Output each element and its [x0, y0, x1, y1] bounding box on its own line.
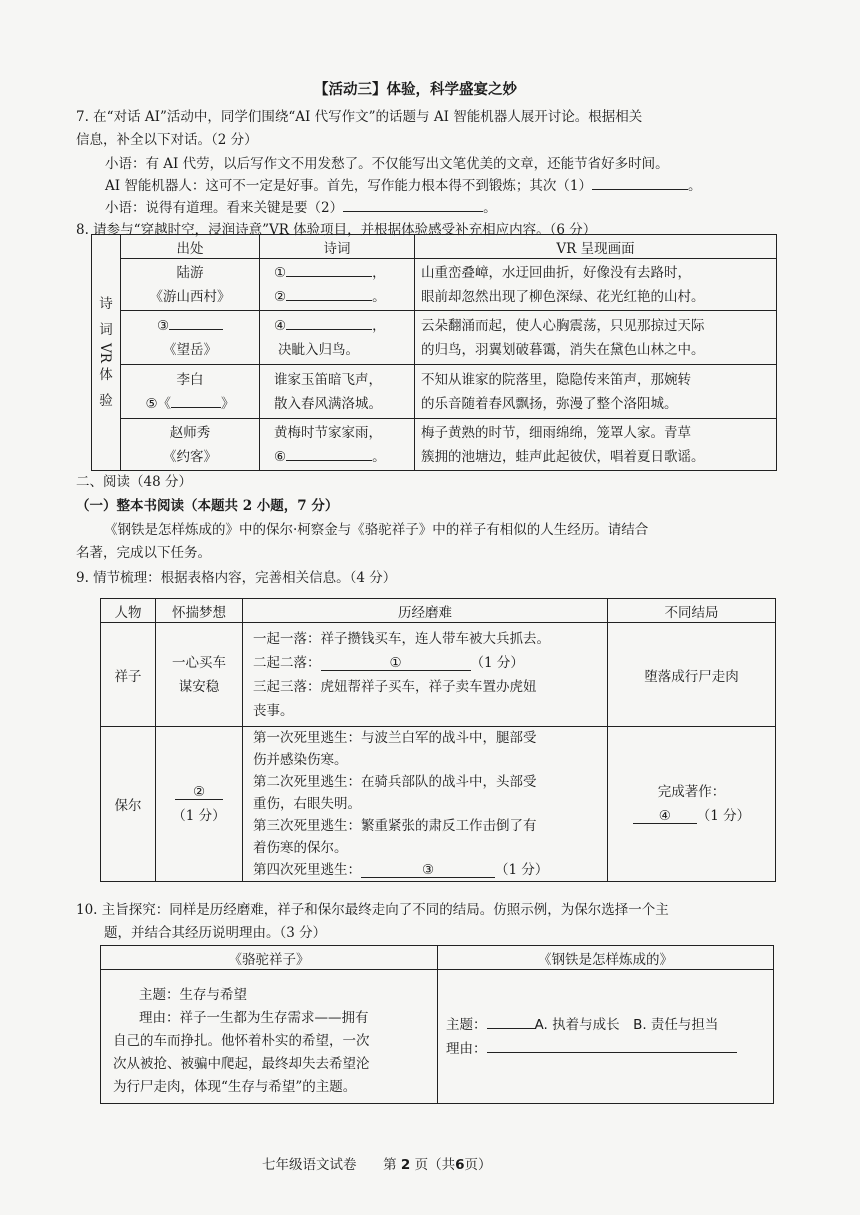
q9-row-xiangzi: [101, 623, 776, 727]
q7-blank-1[interactable]: [592, 175, 688, 190]
vr-poem-cell: [260, 419, 415, 471]
q7-dialog-2: [105, 174, 701, 194]
paper-title: 七年级语文试卷: [262, 1157, 357, 1173]
vr-scene-cell: [415, 311, 777, 365]
hardship-line: 第四次死里逃生：: [253, 862, 361, 878]
q9-header-ending: 不同结局: [608, 599, 776, 623]
reason-blank[interactable]: [487, 1038, 737, 1053]
dream-line: 谋安稳: [178, 678, 220, 695]
vr-side-label: [92, 235, 121, 471]
person-name: 保尔: [101, 727, 156, 882]
vr-scene-cell: [415, 259, 777, 311]
blank-mark-6: ⑥: [274, 448, 287, 465]
source-author: 陆游: [176, 264, 204, 281]
example-line: 为行尸走肉，体现“生存与希望”的主题。: [113, 1079, 357, 1095]
source-blank-5[interactable]: [171, 393, 221, 408]
hardship-line: 重伤，右眼失明。: [253, 796, 361, 812]
source-author: 赵师秀: [169, 424, 211, 441]
vr-scene-cell: [415, 419, 777, 471]
activity-title: 【活动三】体验，科学盛宴之妙: [314, 81, 517, 98]
score-label: （1 分）: [495, 862, 549, 878]
scene-line: 梅子黄熟的时节，细雨绵绵，笼罩人家。青草: [421, 424, 691, 441]
side-char-5: 验: [99, 393, 113, 410]
page-label: 页（共: [414, 1157, 456, 1173]
source-blank-3[interactable]: [169, 315, 223, 330]
vr-source-cell: [121, 365, 260, 419]
scene-line: 的乐音随着春风飘扬，弥漫了整个洛阳城。: [421, 395, 678, 412]
punct: ，: [372, 317, 386, 334]
q10-line2: 题，并结合其经历说明理由。（3 分）: [104, 925, 327, 941]
q9-row-paul: [101, 727, 776, 882]
q10-line1: 10. 主旨探究：同样是历经磨难，祥子和保尔最终走向了不同的结局。仿照示例，为保尔选择一个主: [76, 902, 669, 918]
blank-mark-1: ①: [274, 264, 287, 281]
poem-line: 决眦入归鸟。: [278, 341, 359, 358]
q10-header-left: 《骆驼祥子》: [101, 946, 438, 970]
q7-dialog-3-end: 。: [483, 200, 497, 216]
punct: ，: [372, 264, 386, 281]
side-char-4: 体: [99, 367, 113, 384]
hardship-line: 二起二落：: [253, 654, 321, 671]
score-label: （1 分）: [470, 654, 524, 671]
example-line: 次从被抢、被骗中爬起，最终却失去希望沦: [113, 1056, 370, 1072]
ending-cell: 堕落成行尸走肉: [608, 623, 776, 727]
q9-header-dream: 怀揣梦想: [156, 599, 243, 623]
page-number: 2: [400, 1157, 411, 1173]
hardship-blank-3[interactable]: ③: [361, 863, 495, 878]
section-2-1-heading: （一）整本书阅读（本题共 2 小题，7 分）: [76, 498, 339, 514]
scene-line: 不知从谁家的院落里，隐隐传来笛声，那婉转: [421, 371, 691, 388]
poem-blank-1[interactable]: [286, 262, 372, 277]
source-title: 《望岳》: [163, 341, 217, 358]
blank-mark-3: ③: [156, 317, 170, 334]
q7-dialog-2-text: AI 智能机器人：这可不一定是好事。首先，写作能力根本得不到锻炼；其次（1）: [105, 178, 592, 194]
example-line: 理由：祥子一生都为生存需求——拥有: [139, 1010, 369, 1026]
example-line: 主题：生存与希望: [139, 987, 247, 1003]
ending-cell: [608, 727, 776, 882]
vr-source-cell: [121, 311, 260, 365]
blank-mark-4: ④: [274, 317, 287, 334]
hardship-line: 一起一落：祥子攒钱买车，连人带车被大兵抓去。: [253, 630, 550, 647]
dream-line: 一心买车: [172, 654, 226, 671]
scene-line: 的归鸟，羽翼划破暮霭，消失在黛色山林之中。: [421, 341, 705, 358]
punct: 。: [372, 288, 386, 305]
poem-blank-4[interactable]: [286, 315, 372, 330]
example-cell: [101, 970, 438, 1104]
hardship-line: 伤并感染伤寒。: [253, 752, 348, 768]
hardship-cell: [243, 623, 608, 727]
hardship-line: 丧事。: [253, 702, 294, 719]
q7-blank-2[interactable]: [343, 197, 483, 212]
vr-row: [92, 259, 777, 311]
intro-line-2: 名著，完成以下任务。: [76, 545, 211, 561]
answer-cell: [438, 970, 774, 1104]
poem-blank-2[interactable]: [286, 286, 372, 301]
theme-label: 主题：: [446, 1016, 487, 1033]
vr-row: [92, 365, 777, 419]
scene-line: 云朵翻涌而起，使人心胸震荡，只见那掠过天际: [421, 317, 705, 334]
theme-blank[interactable]: [487, 1014, 535, 1029]
q9-header-person: 人物: [101, 599, 156, 623]
q7-line2: 信息，补全以下对话。（2 分）: [76, 132, 258, 148]
source-title: 《游山西村》: [149, 288, 231, 305]
page-label: 第: [383, 1157, 397, 1173]
poem-blank-6[interactable]: [286, 446, 372, 461]
score-label: （1 分）: [172, 808, 226, 824]
theme-options: A. 执着与成长 B. 责任与担当: [534, 1016, 719, 1033]
dream-blank-2[interactable]: ②: [175, 785, 223, 800]
vr-header-source: 出处: [121, 235, 260, 259]
q7-dialog-3-text: 小语：说得有道理。看来关键是要（2）: [105, 200, 344, 216]
hardship-cell: [243, 727, 608, 882]
vr-source-cell: [121, 419, 260, 471]
vr-header-poem: 诗词: [260, 235, 415, 259]
page-label: 页）: [464, 1157, 492, 1173]
vr-poem-cell: [260, 365, 415, 419]
q9-header-hardship: 历经磨难: [243, 599, 608, 623]
theme-table: [100, 945, 774, 1104]
hardship-blank-1[interactable]: ①: [321, 656, 471, 671]
scene-line: 眼前却忽然出现了柳色深绿、花光红艳的山村。: [421, 288, 705, 305]
side-char-3: VR: [97, 342, 113, 363]
q8-line: 8. 请参与“穿越时空，浸润诗意”VR 体验项目，并根据体验感受补充相应内容。（6 分）: [76, 222, 597, 238]
ending-line: 完成著作：: [657, 784, 726, 800]
vr-poem-cell: [260, 259, 415, 311]
side-char-2: 词: [99, 321, 113, 338]
person-name: 祥子: [101, 623, 156, 727]
hardship-line: 第三次死里逃生：繁重紧张的肃反工作击倒了有: [253, 818, 537, 834]
dream-cell: [156, 727, 243, 882]
section-2-heading: 二、阅读（48 分）: [76, 474, 192, 490]
reason-label: 理由：: [446, 1040, 487, 1057]
vr-row: [92, 311, 777, 365]
q7-dialog-1: 小语：有 AI 代劳，以后写作文不用发愁了。不仅能写出文笔优美的文章，还能节省好多时间。: [105, 156, 669, 172]
punct: 。: [372, 448, 386, 465]
page-total: 6: [455, 1157, 465, 1173]
dream-cell: [156, 623, 243, 727]
intro-line-1: 《钢铁是怎样炼成的》中的保尔·柯察金与《骆驼祥子》中的祥子有相似的人生经历。请结合: [104, 522, 649, 538]
vr-table: [91, 234, 777, 471]
vr-row: [92, 419, 777, 471]
blank-mark-5: ⑤《: [145, 395, 172, 412]
q7-line1: 7. 在“对话 AI”活动中，同学们围绕“AI 代写作文”的话题与 AI 智能机器人展开讨论。根据相关: [76, 109, 643, 125]
q9-line: 9. 情节梳理：根据表格内容，完善相关信息。（4 分）: [76, 570, 397, 586]
side-char-1: 诗: [99, 295, 113, 312]
ending-blank-4[interactable]: ④: [633, 809, 697, 824]
punct: 》: [221, 395, 235, 412]
hardship-line: 第一次死里逃生：与波兰白军的战斗中，腿部受: [253, 730, 537, 746]
q7-dialog-2-end: 。: [687, 178, 702, 194]
score-label: （1 分）: [696, 808, 751, 824]
scene-line: 山重峦叠嶂，水迂回曲折，好像没有去路时，: [421, 264, 691, 281]
poem-line: 谁家玉笛暗飞声，: [274, 371, 382, 388]
page-footer: [262, 1153, 492, 1173]
blank-mark-2: ②: [274, 288, 287, 305]
q7-dialog-3: [105, 196, 497, 216]
hardship-line: 第二次死里逃生：在骑兵部队的战斗中，头部受: [253, 774, 537, 790]
vr-source-cell: [121, 259, 260, 311]
poem-line: 黄梅时节家家雨，: [274, 424, 382, 441]
vr-header-scene: VR 呈现画面: [415, 235, 777, 259]
vr-poem-cell: [260, 311, 415, 365]
q10-header-right: 《钢铁是怎样炼成的》: [438, 946, 774, 970]
hardship-line: 三起三落：虎妞帮祥子买车，祥子卖车置办虎妞: [253, 678, 537, 695]
poem-line: 散入春风满洛城。: [274, 395, 382, 412]
plot-table: [100, 598, 776, 882]
scene-line: 簇拥的池塘边，蛙声此起彼伏，唱着夏日歌谣。: [421, 448, 705, 465]
vr-scene-cell: [415, 365, 777, 419]
example-line: 自己的车而挣扎。他怀着朴实的希望，一次: [113, 1033, 370, 1049]
source-author: 李白: [176, 371, 204, 388]
source-title: 《约客》: [163, 448, 217, 465]
hardship-line: 着伤寒的保尔。: [253, 840, 348, 856]
